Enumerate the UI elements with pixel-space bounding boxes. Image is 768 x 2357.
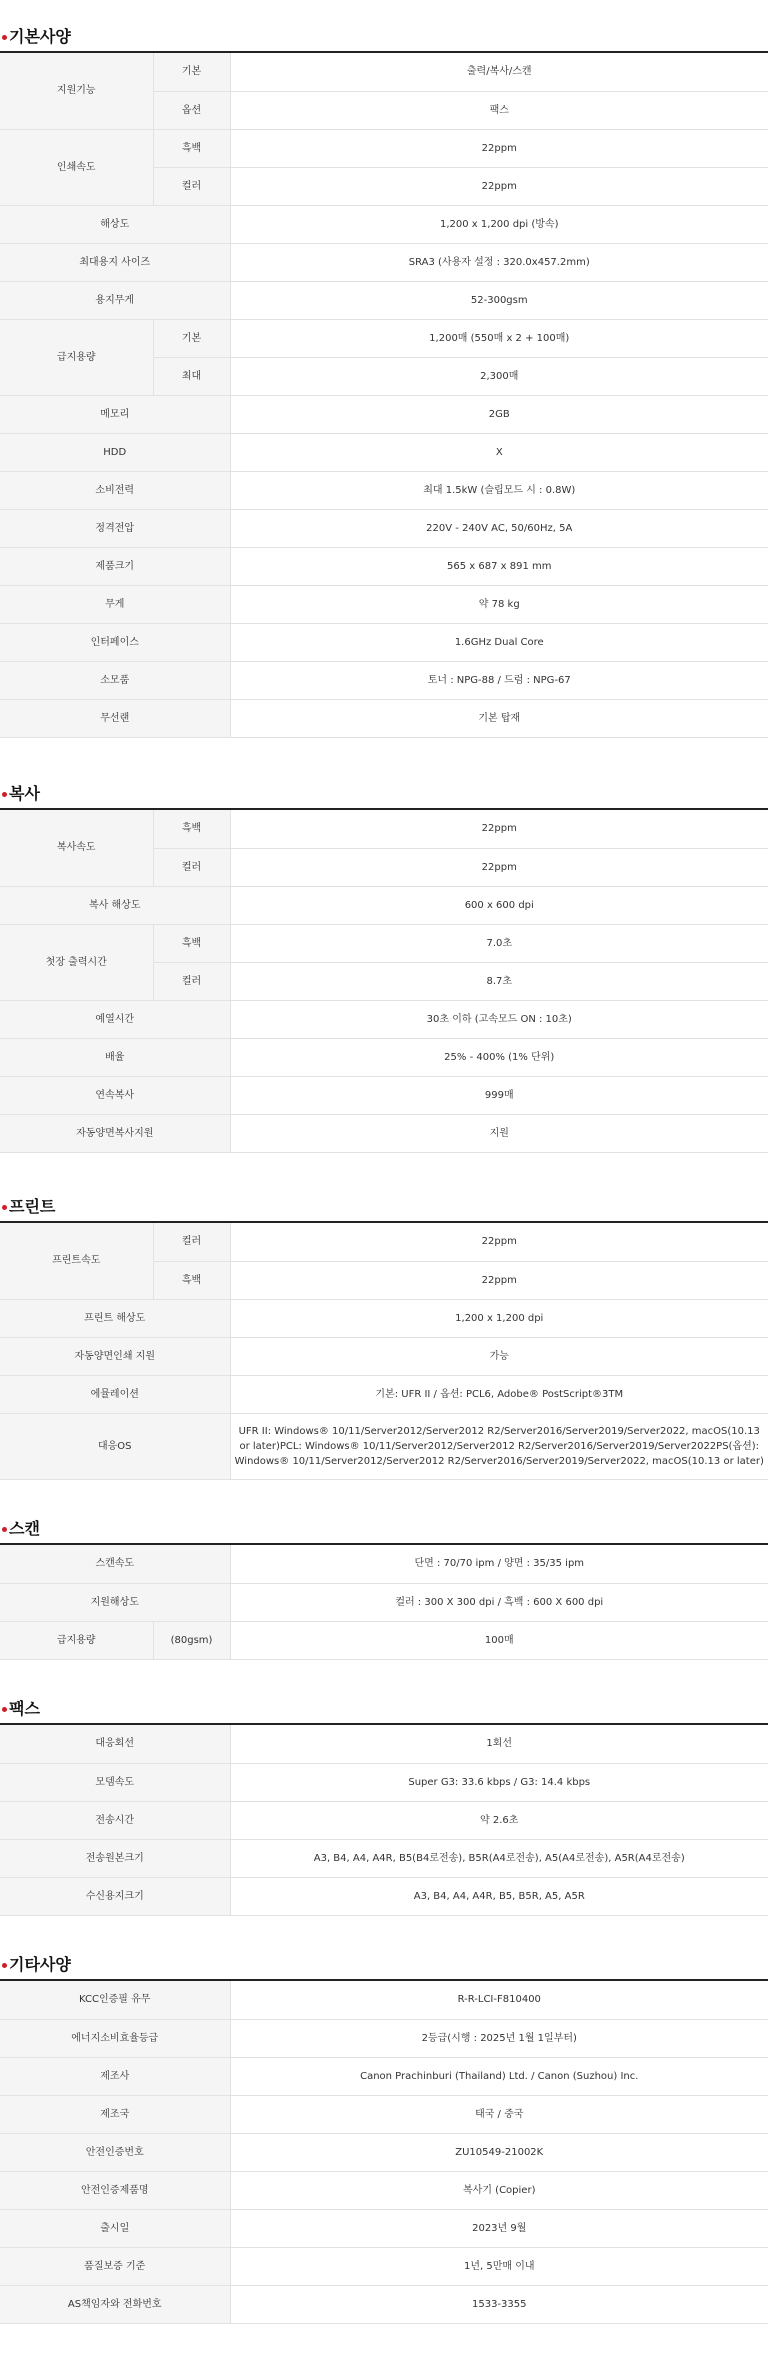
table-row [0,1545,768,1583]
row-value: 1회선 [230,1725,768,1763]
row-sublabel: 흑백 [153,129,230,167]
row-value: 기본 탑재 [230,699,768,737]
row-label: 복사속도 [0,810,153,886]
row-label: 급지용량 [0,319,153,395]
row-value: UFR II: Windows® 10/11/Server2012/Server2012 R2/Server2016/Server2019/Server2022, macOS(10.13 or later)PCL: Windows® 10/11/Server2012/Server2012 R2/Server2016/Server2019/Server2022PS(옵션): Windows® 10/11/Server2012/Server2012 R2/Server2016/Server2019/Server2022, macOS(10.13 or later) [230,1413,768,1479]
row-label: 인터페이스 [0,623,230,661]
table-row [0,243,768,281]
row-value: R-R-LCI-F810400 [230,1981,768,2019]
row-sublabel: 최대 [153,357,230,395]
row-sublabel: 흑백 [153,1261,230,1299]
row-sublabel: 컬러 [153,1223,230,1261]
row-label: 대응회선 [0,1725,230,1763]
section-title: 복사 [9,784,40,803]
row-value: X [230,433,768,471]
spec-table-etc [0,1981,768,2324]
row-label: 무선랜 [0,699,230,737]
row-value: Super G3: 33.6 kbps / G3: 14.4 kbps [230,1763,768,1801]
row-sublabel: 컬러 [153,962,230,1000]
row-value: 가능 [230,1337,768,1375]
table-row [0,1413,768,1479]
table-row [0,1763,768,1801]
row-label: 안전인증번호 [0,2133,230,2171]
row-value: 최대 1.5kW (슬립모드 시 : 0.8W) [230,471,768,509]
row-label: 출시일 [0,2209,230,2247]
spec-table-copy [0,810,768,1153]
row-label: 배율 [0,1038,230,1076]
bullet-icon [2,1963,7,1968]
section-title: 스캔 [9,1519,40,1538]
row-value: A3, B4, A4, A4R, B5(B4로전송), B5R(A4로전송), A5(A4로전송), A5R(A4로전송) [230,1839,768,1877]
table-row [0,1583,768,1621]
spec-table-basic [0,53,768,738]
row-value: 단면 : 70/70 ipm / 양면 : 35/35 ipm [230,1545,768,1583]
table-row [0,395,768,433]
row-label: 안전인증제품명 [0,2171,230,2209]
row-value: ZU10549-21002K [230,2133,768,2171]
row-label: 지원기능 [0,53,153,129]
bullet-icon [2,792,7,797]
table-row [0,1299,768,1337]
table-row [0,1000,768,1038]
table-row [0,205,768,243]
row-value: 약 2.6초 [230,1801,768,1839]
section-title: 팩스 [9,1699,40,1718]
table-row [0,1076,768,1114]
table-row [0,1337,768,1375]
row-label: 연속복사 [0,1076,230,1114]
table-row [0,1877,768,1915]
row-sublabel: 흑백 [153,924,230,962]
row-value: 30초 이하 (고속모드 ON : 10초) [230,1000,768,1038]
table-row [0,886,768,924]
section-header [0,782,768,810]
bullet-icon [2,1527,7,1532]
row-value: 8.7초 [230,962,768,1000]
row-value: 약 78 kg [230,585,768,623]
table-row [0,433,768,471]
row-label: 최대용지 사이즈 [0,243,230,281]
row-sublabel: 기본 [153,53,230,91]
row-value: 1년, 5만매 이내 [230,2247,768,2285]
table-row [0,1801,768,1839]
row-value: 1,200매 (550매 x 2 + 100매) [230,319,768,357]
row-value: 220V - 240V AC, 50/60Hz, 5A [230,509,768,547]
row-value: SRA3 (사용자 설정 : 320.0x457.2mm) [230,243,768,281]
row-label: 급지용량 [0,1621,153,1659]
row-label: 프린트속도 [0,1223,153,1299]
table-row [0,319,768,357]
row-label: 대응OS [0,1413,230,1479]
row-value: 22ppm [230,810,768,848]
table-row [0,2133,768,2171]
table-row [0,471,768,509]
row-label: AS책임자와 전화번호 [0,2285,230,2323]
table-row [0,1223,768,1261]
row-label: 소모품 [0,661,230,699]
section-header [0,1195,768,1223]
row-label: 복사 해상도 [0,886,230,924]
row-value: 22ppm [230,1261,768,1299]
table-row [0,547,768,585]
row-sublabel: (80gsm) [153,1621,230,1659]
section-header [0,1517,768,1545]
row-value: 2023년 9월 [230,2209,768,2247]
row-value: 999매 [230,1076,768,1114]
spec-table-print [0,1223,768,1480]
row-value: 100매 [230,1621,768,1659]
row-label: 에뮬레이션 [0,1375,230,1413]
row-value: A3, B4, A4, A4R, B5, B5R, A5, A5R [230,1877,768,1915]
table-row [0,585,768,623]
table-row [0,2209,768,2247]
row-label: 지원해상도 [0,1583,230,1621]
table-row [0,1038,768,1076]
row-value: 565 x 687 x 891 mm [230,547,768,585]
row-label: 제조사 [0,2057,230,2095]
table-row [0,661,768,699]
row-value: 25% - 400% (1% 단위) [230,1038,768,1076]
row-value: 600 x 600 dpi [230,886,768,924]
section-title: 기타사양 [9,1955,71,1974]
row-value: 52-300gsm [230,281,768,319]
table-row [0,1839,768,1877]
row-label: 에너지소비효율등급 [0,2019,230,2057]
row-sublabel: 컬러 [153,848,230,886]
row-label: 정격전압 [0,509,230,547]
row-value: 1,200 x 1,200 dpi (방속) [230,205,768,243]
row-label: 용지무게 [0,281,230,319]
row-label: 수신용지크기 [0,1877,230,1915]
row-label: 메모리 [0,395,230,433]
row-value: 태국 / 중국 [230,2095,768,2133]
table-row [0,509,768,547]
row-label: 자동양면복사지원 [0,1114,230,1152]
row-value: 1533-3355 [230,2285,768,2323]
spec-table-scan [0,1545,768,1660]
row-label: 소비전력 [0,471,230,509]
row-label: 자동양면인쇄 지원 [0,1337,230,1375]
row-value: 1,200 x 1,200 dpi [230,1299,768,1337]
section-header [0,1697,768,1725]
row-value: 출력/복사/스캔 [230,53,768,91]
row-label: 전송시간 [0,1801,230,1839]
table-row [0,2057,768,2095]
row-sublabel: 컬러 [153,167,230,205]
table-row [0,810,768,848]
section-header [0,1953,768,1981]
spec-table-fax [0,1725,768,1916]
row-label: 예열시간 [0,1000,230,1038]
row-sublabel: 흑백 [153,810,230,848]
row-label: 품질보증 기준 [0,2247,230,2285]
section-title: 프린트 [9,1197,56,1216]
table-row [0,2171,768,2209]
bullet-icon [2,1205,7,1210]
row-value: 2GB [230,395,768,433]
table-row [0,129,768,167]
row-label: 제조국 [0,2095,230,2133]
table-row [0,53,768,91]
row-label: HDD [0,433,230,471]
row-value: 22ppm [230,1223,768,1261]
row-value: 7.0초 [230,924,768,962]
row-label: 전송원본크기 [0,1839,230,1877]
row-label: 첫장 출력시간 [0,924,153,1000]
bullet-icon [2,35,7,40]
section-header [0,25,768,53]
row-value: 22ppm [230,129,768,167]
row-value: 컬러 : 300 X 300 dpi / 흑백 : 600 X 600 dpi [230,1583,768,1621]
row-value: 복사기 (Copier) [230,2171,768,2209]
table-row [0,281,768,319]
row-value: 22ppm [230,848,768,886]
row-sublabel: 기본 [153,319,230,357]
bullet-icon [2,1707,7,1712]
table-row [0,924,768,962]
table-row [0,1621,768,1659]
table-row [0,1114,768,1152]
section-title: 기본사양 [9,27,71,46]
row-label: 해상도 [0,205,230,243]
table-row [0,1725,768,1763]
table-row [0,2285,768,2323]
table-row [0,2247,768,2285]
row-label: 무게 [0,585,230,623]
table-row [0,623,768,661]
table-row [0,1981,768,2019]
row-value: Canon Prachinburi (Thailand) Ltd. / Canon (Suzhou) Inc. [230,2057,768,2095]
table-row [0,2095,768,2133]
row-value: 2,300매 [230,357,768,395]
row-label: 인쇄속도 [0,129,153,205]
row-value: 팩스 [230,91,768,129]
row-value: 토너 : NPG-88 / 드럼 : NPG-67 [230,661,768,699]
row-value: 1.6GHz Dual Core [230,623,768,661]
row-value: 2등급(시행 : 2025년 1월 1일부터) [230,2019,768,2057]
row-value: 지원 [230,1114,768,1152]
row-label: KCC인증필 유무 [0,1981,230,2019]
table-row [0,699,768,737]
row-label: 모뎀속도 [0,1763,230,1801]
row-value: 22ppm [230,167,768,205]
row-sublabel: 옵션 [153,91,230,129]
row-label: 프린트 해상도 [0,1299,230,1337]
row-label: 스캔속도 [0,1545,230,1583]
table-row [0,1375,768,1413]
table-row [0,2019,768,2057]
row-value: 기본: UFR II / 옵션: PCL6, Adobe® PostScript®3TM [230,1375,768,1413]
row-label: 제품크기 [0,547,230,585]
